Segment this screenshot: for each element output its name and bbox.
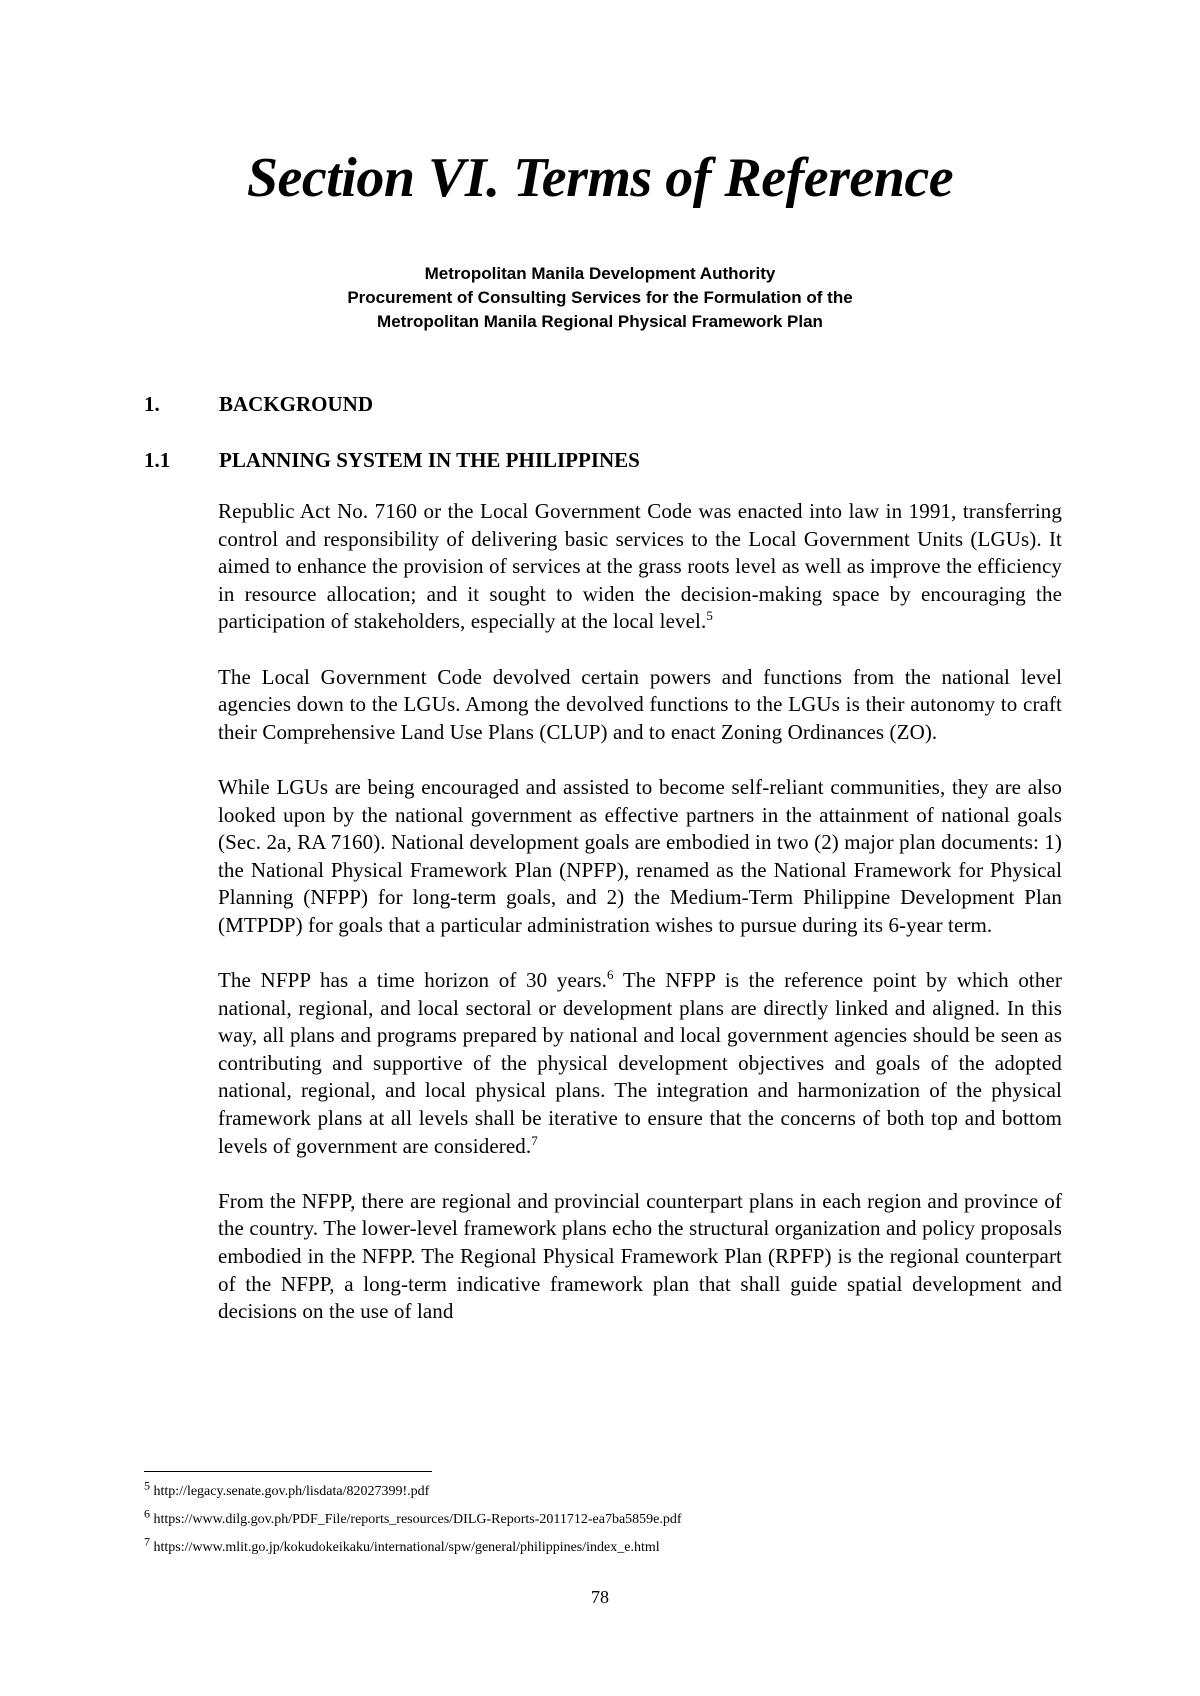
footnote-ref-7[interactable]: 7 bbox=[531, 1132, 538, 1148]
section-number: 1. bbox=[144, 392, 160, 416]
footnotes bbox=[144, 1478, 1064, 1562]
section-title: BACKGROUND bbox=[219, 392, 374, 416]
page-title: Section VI. Terms of Reference bbox=[246, 147, 954, 209]
footnote-6-link[interactable]: https://www.dilg.gov.ph/PDF_File/reports_resources/DILG-Reports-2011712-ea7ba5859e.pdf bbox=[153, 1512, 682, 1527]
body-text bbox=[218, 498, 1062, 1326]
footnote-6: $^6$ https://www.dilg.gov.ph/PDF_File/reports_resources/DILG-Reports-2011712-ea7ba5859e.pdf bbox=[144, 1506, 682, 1527]
footnote-ref-5[interactable]: 5 bbox=[706, 608, 713, 624]
paragraph-lgc-enactment: Republic Act No. 7160 or the Local Government Code was enacted into law in 1991, transferring control and responsibility of delivering basic services to the Local Government Units (LGUs). It aimed to enhance the provision of services at the grass roots level as well as improve the efficiency in resource allocation; and it sought to widen the decision-making space by encouraging the participation of stakeholders, especially at the local level.$^5$ bbox=[218, 499, 1062, 634]
paragraph-devolution: The Local Government Code devolved certain powers and functions from the national level agencies down to the LGUs. Among the devolved functions to the LGUs is their autonomy to craft their Comprehensive Land Use Plans (CLUP) and to enact Zoning Ordinances (ZO). bbox=[218, 664, 1062, 744]
subtitle-procurement: Procurement of Consulting Services for the Formulation of the bbox=[347, 288, 853, 307]
subsection-title: PLANNING SYSTEM IN THE PHILIPPINES bbox=[219, 448, 640, 472]
footnote-7-link[interactable]: https://www.mlit.go.jp/kokudokeikaku/international/spw/general/philippines/index_e.html bbox=[153, 1540, 660, 1555]
document-subtitle bbox=[0, 262, 1200, 334]
paragraph-regional-plans: From the NFPP, there are regional and provincial counterpart plans in each region and province of the country. The lower-level framework plans echo the structural organization and policy proposals embodied in the NFPP. The Regional Physical Framework Plan (RPFP) is the regional counterpart of the NFPP, a long-term indicative framework plan that shall guide spatial development and decisions on the use of land bbox=[218, 1188, 1062, 1324]
subtitle-agency: Metropolitan Manila Development Authority bbox=[424, 264, 776, 283]
footnote-5-link[interactable]: http://legacy.senate.gov.ph/lisdata/82027399!.pdf bbox=[153, 1484, 430, 1499]
footnote-5: $^5$ http://legacy.senate.gov.ph/lisdata/82027399!.pdf bbox=[144, 1478, 430, 1499]
paragraph-national-goals: While LGUs are being encouraged and assisted to become self-reliant communities, they are also looked upon by the national government as effective partners in the attainment of national goals (Sec. 2a, RA 7160). National development goals are embodied in two (2) major plan documents: 1) the National Physical Framework Plan (NPFP), renamed as the National Framework for Physical Planning (NFPP) for long-term goals, and 2) the Medium-Term Philippine Development Plan (MTPDP) for goals that a particular administration wishes to pursue during its 6-year term. bbox=[218, 774, 1062, 937]
footnote-7: $^7$ https://www.mlit.go.jp/kokudokeikaku/international/spw/general/philippines/index_e.html bbox=[144, 1534, 660, 1555]
page-number: 78 bbox=[591, 1587, 609, 1607]
subsection-number: 1.1 bbox=[144, 448, 171, 472]
footnote-ref-6[interactable]: 6 bbox=[607, 967, 614, 983]
subtitle-project: Metropolitan Manila Regional Physical Framework Plan bbox=[377, 312, 823, 331]
paragraph-nfpp-horizon: The NFPP has a time horizon of 30 years.$^6$ The NFPP is the reference point by which other national, regional, and local sectoral or development plans are directly linked and aligned. In this way, all plans and programs prepared by national and local government agencies should be seen as contributing and supportive of the physical development objectives and goals of the adopted national, regional, and local physical plans. The integration and harmonization of the physical framework plans at all levels shall be iterative to ensure that the concerns of both top and bottom levels of government are considered.$^7$ bbox=[218, 967, 1062, 1158]
footnote-divider bbox=[144, 1471, 432, 1472]
